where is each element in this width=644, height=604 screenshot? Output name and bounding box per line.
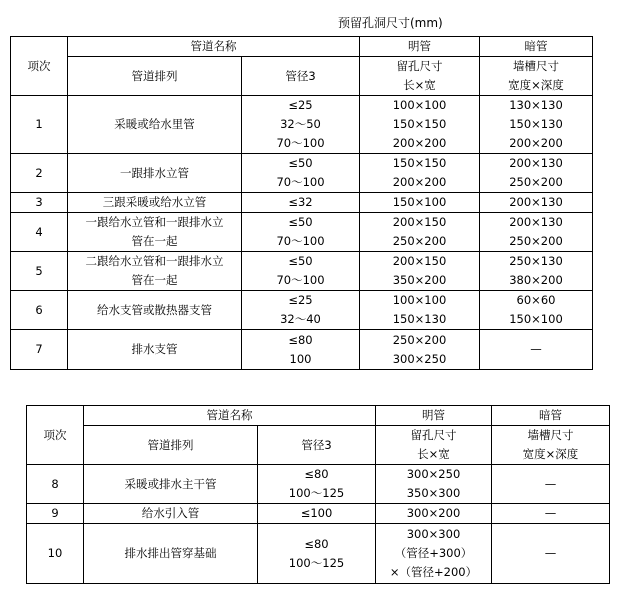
cell-line: 二跟给水立管和一跟排水立 <box>85 254 224 268</box>
cell-line: 100×100 <box>392 98 447 112</box>
pipe-arrangement-cell <box>68 252 242 291</box>
hole-size-table-1 <box>10 36 593 370</box>
concealed-size-cell <box>480 96 593 154</box>
table-row <box>27 504 610 524</box>
cell-line: 150×130 <box>392 312 447 326</box>
cell-line: 100 <box>289 351 312 366</box>
cell-line: 130×130 <box>509 98 563 112</box>
cell-line: 200×130 <box>509 215 563 229</box>
diameter-cell <box>242 154 360 193</box>
header-pipe-name: 管道名称 <box>68 37 360 57</box>
pipe-arrangement-cell <box>84 465 258 504</box>
diameter-cell <box>258 524 376 584</box>
diameter-cell <box>258 504 376 524</box>
table-row <box>11 330 593 370</box>
cell-line: — <box>544 476 557 491</box>
cell-line: 250×200 <box>392 234 447 248</box>
cell-line: 给水引入管 <box>141 506 200 520</box>
cell-line: 150×150 <box>392 117 447 131</box>
header-concealed-size-line: 墙槽尺寸 <box>513 59 559 73</box>
open-size-cell <box>360 291 480 330</box>
header-arrangement: 管道排列 <box>84 426 258 465</box>
cell-line: 250×130 <box>509 254 563 268</box>
cell-line: 350×200 <box>392 273 447 287</box>
seq-cell: 3 <box>11 193 68 213</box>
cell-line: 150×100 <box>509 312 563 326</box>
cell-line: ≤50 <box>288 254 313 268</box>
open-size-cell <box>360 330 480 370</box>
diameter-cell <box>242 193 360 213</box>
cell-line: 排水支管 <box>131 342 178 356</box>
concealed-size-cell <box>480 154 593 193</box>
seq-cell: 5 <box>11 252 68 291</box>
open-size-cell <box>360 96 480 154</box>
concealed-size-cell <box>492 465 610 504</box>
cell-line: ×（管径+200） <box>389 565 478 579</box>
seq-cell: 8 <box>27 465 84 504</box>
header-diameter: 管径3 <box>258 426 376 465</box>
pipe-arrangement-cell <box>84 524 258 584</box>
header-open-pipe: 明管 <box>376 406 492 426</box>
table-row <box>11 154 593 193</box>
cell-line: 100～125 <box>288 486 345 500</box>
concealed-size-cell <box>480 193 593 213</box>
cell-line: ≤32 <box>288 195 313 209</box>
header-open-size-line: 长×宽 <box>417 447 450 461</box>
cell-line: — <box>544 506 557 520</box>
cell-line: 250×200 <box>392 332 447 347</box>
header-diameter: 管径3 <box>242 57 360 96</box>
cell-line: ≤80 <box>304 536 329 551</box>
cell-line: 200×150 <box>392 215 447 229</box>
diameter-cell <box>242 96 360 154</box>
cell-line: ≤80 <box>288 332 313 347</box>
cell-line: ≤25 <box>288 98 313 112</box>
cell-line: 350×300 <box>406 486 461 500</box>
cell-line: 380×200 <box>509 273 563 287</box>
cell-line: 250×200 <box>509 175 563 189</box>
open-size-cell <box>376 504 492 524</box>
cell-line: 一跟排水立管 <box>120 165 189 180</box>
cell-line: 300×250 <box>406 467 461 481</box>
header-open-pipe: 明管 <box>360 37 480 57</box>
cell-line: 150×100 <box>392 195 447 209</box>
cell-line: 排水排出管穿基础 <box>124 546 217 560</box>
header-arrangement: 管道排列 <box>68 57 242 96</box>
header-open-size <box>360 57 480 96</box>
cell-line: ≤50 <box>288 215 313 229</box>
pipe-arrangement-cell <box>68 291 242 330</box>
seq-cell: 9 <box>27 504 84 524</box>
cell-line: ≤50 <box>288 156 313 170</box>
cell-line: 三跟采暖或给水立管 <box>102 195 207 209</box>
header-concealed-size <box>480 57 593 96</box>
cell-line: 一跟给水立管和一跟排水立 <box>85 215 224 229</box>
table-row <box>11 213 593 252</box>
diameter-cell <box>242 291 360 330</box>
cell-line: 300×300 <box>406 527 461 541</box>
header-pipe-name: 管道名称 <box>84 406 376 426</box>
table-row <box>11 252 593 291</box>
pipe-arrangement-cell <box>84 504 258 524</box>
cell-line: 200×150 <box>392 254 447 268</box>
cell-line: ≤25 <box>288 293 313 307</box>
seq-cell: 4 <box>11 213 68 252</box>
cell-line: 250×200 <box>509 234 563 248</box>
header-open-size <box>376 426 492 465</box>
diameter-cell <box>242 330 360 370</box>
cell-line: 200×200 <box>509 136 563 150</box>
open-size-cell <box>376 465 492 504</box>
cell-line: 150×150 <box>392 156 447 170</box>
table-row <box>27 465 610 504</box>
seq-cell: 10 <box>27 524 84 584</box>
diameter-cell <box>242 252 360 291</box>
header-concealed-size-line: 宽度×深度 <box>508 78 564 92</box>
open-size-cell <box>360 213 480 252</box>
seq-cell: 2 <box>11 154 68 193</box>
cell-line: 200×130 <box>509 195 563 209</box>
table-caption: 预留孔洞尺寸(mm) <box>338 16 443 30</box>
cell-line: 300×250 <box>392 351 447 366</box>
open-size-cell <box>376 524 492 584</box>
pipe-arrangement-cell <box>68 154 242 193</box>
table-row <box>11 96 593 154</box>
cell-line: — <box>544 546 557 560</box>
concealed-size-cell <box>492 524 610 584</box>
cell-line: — <box>530 342 542 356</box>
cell-line: 60×60 <box>516 293 556 307</box>
diameter-cell <box>242 213 360 252</box>
cell-line: 70～100 <box>276 273 325 287</box>
seq-cell: 7 <box>11 330 68 370</box>
concealed-size-cell <box>480 252 593 291</box>
pipe-arrangement-cell <box>68 193 242 213</box>
cell-line: 300×200 <box>406 506 461 520</box>
header-seq: 项次 <box>27 406 84 465</box>
header-concealed-size-line: 宽度×深度 <box>522 447 579 461</box>
header-concealed-size <box>492 426 610 465</box>
cell-line: 管在一起 <box>131 273 178 287</box>
concealed-size-cell <box>492 504 610 524</box>
concealed-size-cell <box>480 330 593 370</box>
seq-cell: 6 <box>11 291 68 330</box>
header-seq: 项次 <box>11 37 68 96</box>
cell-line: ≤80 <box>304 467 329 481</box>
header-concealed-pipe: 暗管 <box>492 406 610 426</box>
cell-line: 200×200 <box>392 136 447 150</box>
open-size-cell <box>360 154 480 193</box>
diameter-cell <box>258 465 376 504</box>
cell-line: 200×200 <box>392 175 447 189</box>
cell-line: （管径+300） <box>394 546 473 560</box>
pipe-arrangement-cell <box>68 96 242 154</box>
concealed-size-cell <box>480 291 593 330</box>
cell-line: 200×130 <box>509 156 563 170</box>
cell-line: 100×100 <box>392 293 447 307</box>
pipe-arrangement-cell <box>68 330 242 370</box>
header-concealed-pipe: 暗管 <box>480 37 593 57</box>
cell-line: 150×130 <box>509 117 563 131</box>
open-size-cell <box>360 193 480 213</box>
table-row <box>27 524 610 584</box>
hole-size-table-2 <box>26 405 610 584</box>
cell-line: 70～100 <box>276 136 325 150</box>
table-row <box>11 193 593 213</box>
header-open-size-line: 留孔尺寸 <box>396 59 443 73</box>
table-row <box>11 291 593 330</box>
seq-cell: 1 <box>11 96 68 154</box>
header-concealed-size-line: 墙槽尺寸 <box>527 428 574 442</box>
cell-line: 采暖或排水主干管 <box>124 476 217 491</box>
header-open-size-line: 长×宽 <box>403 78 436 92</box>
cell-line: 70～100 <box>276 175 325 189</box>
cell-line: 给水支管或散热器支管 <box>97 302 212 317</box>
cell-line: ≤100 <box>300 506 333 520</box>
open-size-cell <box>360 252 480 291</box>
concealed-size-cell <box>480 213 593 252</box>
header-open-size-line: 留孔尺寸 <box>410 428 457 442</box>
pipe-arrangement-cell <box>68 213 242 252</box>
cell-line: 100～125 <box>288 555 345 570</box>
cell-line: 70～100 <box>276 234 325 248</box>
cell-line: 32～40 <box>280 312 321 326</box>
cell-line: 采暖或给水里管 <box>114 117 195 131</box>
cell-line: 32～50 <box>280 117 321 131</box>
cell-line: 管在一起 <box>131 234 178 248</box>
